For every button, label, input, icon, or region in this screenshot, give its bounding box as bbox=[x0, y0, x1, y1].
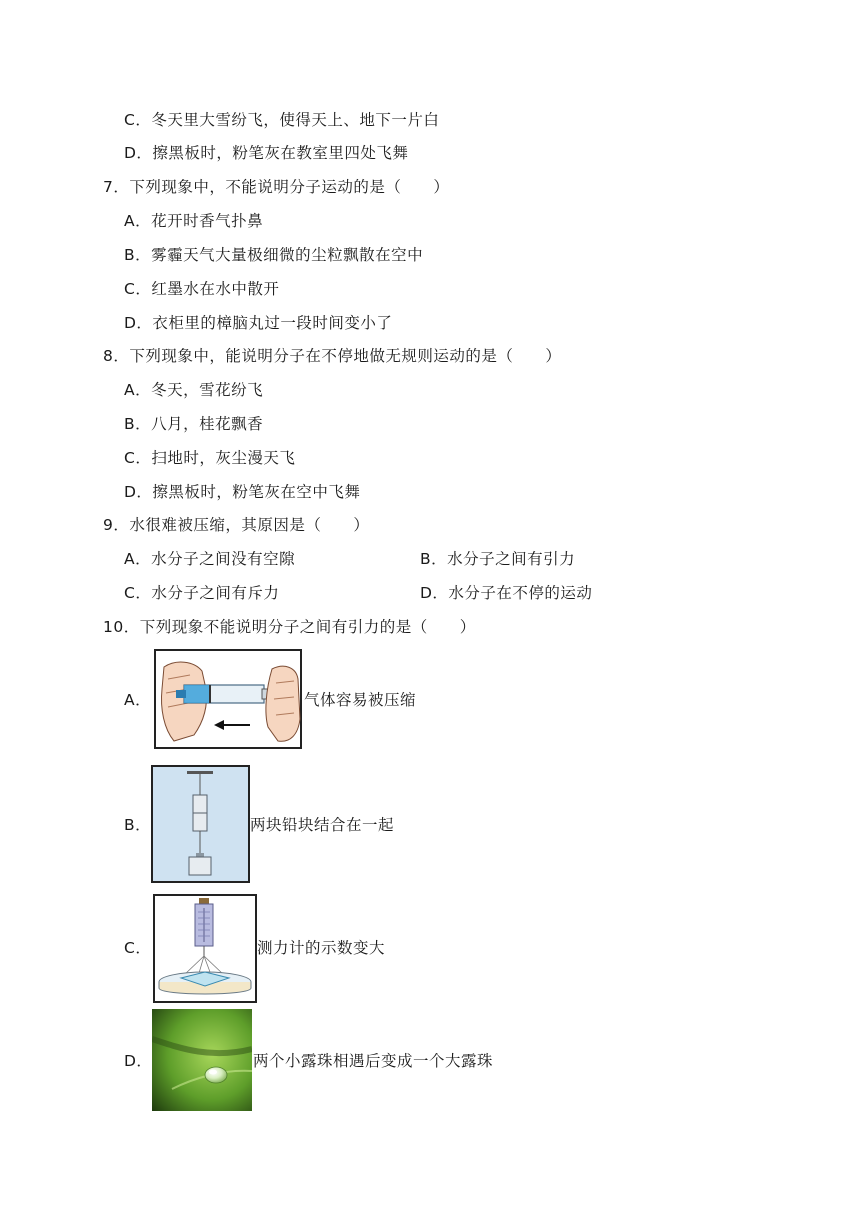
q10-option-a-text: 气体容易被压缩 bbox=[304, 691, 417, 709]
lead-blocks-figure bbox=[151, 765, 250, 883]
q7-option-b: B．雾霾天气大量极细微的尘粒飘散在空中 bbox=[124, 246, 424, 264]
q9-option-a: A．水分子之间没有空隙 bbox=[124, 550, 296, 568]
q9-stem: 9．水很难被压缩，其原因是（ ） bbox=[103, 516, 370, 534]
q8-option-d: D．擦黑板时，粉笔灰在空中飞舞 bbox=[124, 483, 361, 501]
spring-scale-figure bbox=[153, 894, 257, 1003]
q6-option-d: D．擦黑板时，粉笔灰在教室里四处飞舞 bbox=[124, 144, 409, 162]
dew-drop-figure bbox=[152, 1009, 252, 1111]
q10-option-b-text: 两块铅块结合在一起 bbox=[250, 816, 395, 834]
q7-stem: 7．下列现象中，不能说明分子运动的是（ ） bbox=[103, 178, 450, 196]
q8-option-a: A．冬天，雪花纷飞 bbox=[124, 381, 264, 399]
q10-option-d-letter: D． bbox=[124, 1052, 153, 1070]
q7-option-a: A．花开时香气扑鼻 bbox=[124, 212, 264, 230]
q9-option-c: C．水分子之间有斥力 bbox=[124, 584, 280, 602]
q8-option-b: B．八月，桂花飘香 bbox=[124, 415, 264, 433]
q7-option-c: C．红墨水在水中散开 bbox=[124, 280, 280, 298]
q8-stem: 8．下列现象中，能说明分子在不停地做无规则运动的是（ ） bbox=[103, 347, 562, 365]
q7-option-d: D．衣柜里的樟脑丸过一段时间变小了 bbox=[124, 314, 393, 332]
syringe-figure bbox=[154, 649, 302, 749]
q9-option-d: D．水分子在不停的运动 bbox=[420, 584, 593, 602]
q10-option-c-text: 测力计的示数变大 bbox=[257, 939, 386, 957]
q10-option-c-letter: C． bbox=[124, 939, 152, 957]
q10-stem: 10．下列现象不能说明分子之间有引力的是（ ） bbox=[103, 618, 476, 636]
q8-option-c: C．扫地时，灰尘漫天飞 bbox=[124, 449, 296, 467]
q10-option-a-letter: A． bbox=[124, 691, 152, 709]
q6-option-c: C．冬天里大雪纷飞，使得天上、地下一片白 bbox=[124, 111, 440, 129]
q10-option-d-text: 两个小露珠相遇后变成一个大露珠 bbox=[253, 1052, 494, 1070]
q10-option-b-letter: B． bbox=[124, 816, 152, 834]
q9-option-b: B．水分子之间有引力 bbox=[420, 550, 576, 568]
